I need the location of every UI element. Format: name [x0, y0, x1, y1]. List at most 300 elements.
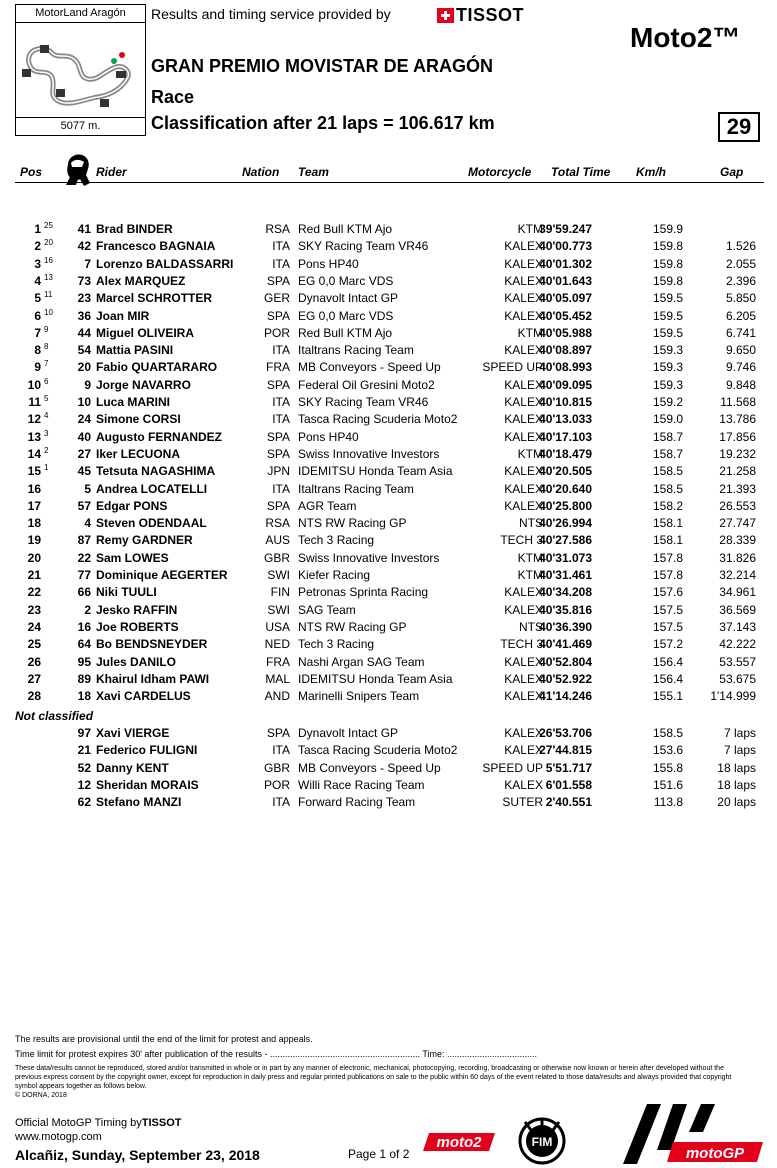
moto2-logo-text: moto2: [436, 1134, 482, 1151]
total-time: 40'26.994: [539, 516, 592, 531]
position: 5: [34, 291, 41, 306]
points: 1: [44, 463, 49, 473]
motorcycle: SPEED UP: [482, 360, 543, 375]
result-row: [0, 551, 777, 568]
rider-number: 10: [77, 395, 91, 409]
result-row: [0, 360, 777, 377]
position: 9: [34, 360, 41, 375]
nation: POR: [263, 325, 290, 340]
rider-number: 45: [77, 464, 91, 479]
not-classified-row: [0, 761, 777, 778]
nation: ITA: [272, 239, 290, 254]
motorcycle: KALEX: [504, 654, 543, 669]
team-name: Willi Race Racing Team: [298, 777, 425, 792]
position: 26: [27, 654, 41, 669]
result-row: [0, 395, 777, 412]
speed-kmh: 159.5: [652, 325, 683, 340]
nation: ITA: [272, 743, 290, 758]
total-time: 40'35.816: [539, 602, 592, 617]
total-time: 41'14.246: [539, 689, 592, 704]
speed-kmh: 157.8: [652, 568, 683, 582]
position: 17: [27, 498, 41, 513]
team-name: IDEMITSU Honda Team Asia: [298, 464, 453, 479]
speed-kmh: 155.8: [652, 760, 683, 775]
rider-number: 44: [77, 325, 91, 340]
nation: FRA: [266, 654, 290, 669]
result-row: [0, 291, 777, 308]
nation: NED: [264, 637, 290, 652]
points: 6: [44, 376, 49, 386]
result-row: [0, 222, 777, 239]
speed-kmh: 157.5: [652, 602, 683, 617]
total-time: 40'09.095: [539, 377, 592, 392]
rider-name: Jorge NAVARRO: [96, 377, 191, 392]
speed-kmh: 155.1: [652, 689, 683, 704]
team-name: Swiss Innovative Investors: [298, 550, 440, 565]
tissot-wordmark: TISSOT: [456, 5, 525, 25]
session-name: Race: [151, 87, 195, 107]
team-name: AGR Team: [298, 498, 357, 513]
copyright-text: These data/results cannot be reproduced, stored and/or transmitted in whole or in part by any manner of electronic, mechanical, photocopying, recording, broadcasting or otherwise now known or herein after developed without the previous express consent by the copyright owner, except for reproduction in daily press and regular printed publications on sale to the public within 60 days of the event related to those data/results and always provided that copyright symbol appears together as follows below.: [15, 1065, 732, 1090]
result-row: [0, 447, 777, 464]
total-time: 40'05.097: [539, 291, 592, 306]
rider-name: Danny KENT: [96, 760, 169, 775]
motorcycle: KALEX: [504, 239, 543, 254]
team-name: Kiefer Racing: [298, 568, 371, 582]
motorcycle: KALEX: [504, 308, 543, 323]
rider-number: 22: [77, 550, 91, 565]
speed-kmh: 158.7: [652, 446, 683, 461]
gap: 17.856: [719, 429, 756, 444]
rider-number: 4: [84, 516, 91, 531]
timing-service-text: Results and timing service provided by: [151, 6, 391, 22]
total-time: 40'25.800: [539, 498, 592, 513]
position: 15: [27, 464, 41, 479]
total-time: 40'01.643: [539, 273, 592, 288]
result-row: [0, 655, 777, 672]
total-time: 40'08.897: [539, 343, 592, 358]
rider-name: Joan MIR: [96, 308, 150, 323]
col-rider: Rider: [96, 165, 127, 179]
team-name: Pons HP40: [298, 256, 359, 271]
speed-kmh: 159.3: [652, 343, 683, 358]
page-number-box: 29: [718, 112, 760, 142]
fim-logo-icon: [517, 1116, 567, 1166]
nation: GBR: [263, 760, 290, 775]
points: 5: [44, 394, 49, 403]
position: 23: [27, 602, 41, 617]
class-name: Moto2™: [630, 22, 741, 53]
points: 8: [44, 342, 49, 352]
team-name: Red Bull KTM Ajo: [298, 325, 393, 340]
motorcycle: TECH 3: [500, 533, 543, 548]
header-divider: [15, 182, 764, 183]
team-name: Nashi Argan SAG Team: [298, 654, 425, 669]
nation: GER: [263, 291, 290, 306]
rider-name: Niki TUULI: [96, 585, 157, 600]
result-row: [0, 257, 777, 274]
gap: 7 laps: [723, 726, 756, 740]
points: 25: [44, 221, 53, 230]
position: 4: [34, 273, 41, 288]
result-row: [0, 603, 777, 620]
position: 22: [27, 585, 41, 600]
nation: ITA: [272, 412, 290, 427]
position: 12: [27, 412, 41, 427]
rider-number: 40: [77, 429, 91, 444]
result-row: [0, 516, 777, 533]
motorcycle: TECH 3: [500, 637, 543, 652]
position: 7: [34, 325, 41, 340]
team-name: Red Bull KTM Ajo: [298, 222, 393, 236]
nation: POR: [263, 777, 290, 792]
rider-name: Khairul Idham PAWI: [96, 671, 210, 686]
motorcycle: KALEX: [504, 412, 543, 427]
gap: 9.746: [725, 360, 756, 375]
position: 1: [34, 222, 41, 236]
gap: 21.393: [719, 481, 756, 496]
position: 2: [34, 239, 41, 254]
rider-number: 87: [77, 533, 91, 548]
total-time: 40'20.640: [539, 481, 592, 496]
gap: 53.675: [719, 671, 756, 686]
speed-kmh: 156.4: [652, 654, 683, 669]
result-row: [0, 672, 777, 689]
result-row: [0, 533, 777, 550]
speed-kmh: 157.6: [652, 585, 683, 600]
rider-number: 41: [77, 222, 91, 236]
points: 11: [44, 290, 53, 300]
not-classified-row: [0, 743, 777, 760]
gap: 27.747: [719, 516, 756, 531]
result-row: [0, 430, 777, 447]
nation: SPA: [266, 726, 290, 740]
motorcycle: NTS: [519, 619, 543, 634]
nation: ITA: [272, 256, 290, 271]
website: www.motogp.com: [15, 1131, 102, 1143]
points: 2: [44, 445, 49, 455]
col-team: Team: [298, 165, 329, 179]
total-time: 40'27.586: [539, 533, 592, 548]
gap: 26.553: [719, 498, 756, 513]
gap: 36.569: [719, 602, 756, 617]
speed-kmh: 159.8: [652, 273, 683, 288]
rider-number: 89: [77, 671, 91, 686]
result-row: [0, 499, 777, 516]
team-name: NTS RW Racing GP: [298, 619, 407, 634]
result-row: [0, 309, 777, 326]
rider-number: 24: [77, 412, 91, 427]
team-name: SKY Racing Team VR46: [298, 395, 429, 409]
rider-name: Xavi VIERGE: [96, 726, 170, 740]
team-name: Italtrans Racing Team: [298, 343, 414, 358]
speed-kmh: 158.5: [652, 481, 683, 496]
rider-number: 21: [77, 743, 91, 758]
nation: FRA: [266, 360, 290, 375]
team-name: Italtrans Racing Team: [298, 481, 414, 496]
speed-kmh: 158.1: [652, 516, 683, 531]
nation: SPA: [266, 429, 290, 444]
gap: 9.848: [725, 377, 756, 392]
points: 7: [44, 359, 49, 369]
track-name: MotorLand Aragón: [16, 5, 145, 23]
rider-name: Remy GARDNER: [96, 533, 193, 548]
official-timing: [15, 1117, 182, 1129]
team-name: Tech 3 Racing: [298, 533, 375, 548]
rider-number: 62: [77, 795, 91, 810]
motorcycle: KALEX: [504, 395, 543, 409]
rider-name: Andrea LOCATELLI: [96, 481, 208, 496]
speed-kmh: 159.3: [652, 377, 683, 392]
result-row: [0, 585, 777, 602]
motorcycle: KTM: [517, 446, 543, 461]
points: 10: [44, 307, 53, 317]
team-name: Petronas Sprinta Racing: [298, 585, 429, 600]
official-brand: TISSOT: [141, 1117, 182, 1129]
motorcycle: KALEX: [504, 777, 543, 792]
motorcycle: KALEX: [504, 256, 543, 271]
rider-number: 7: [84, 256, 91, 271]
gap: 9.650: [725, 343, 756, 358]
total-time: 2'40.551: [545, 795, 592, 810]
nation: SWI: [267, 602, 290, 617]
position: 19: [27, 533, 41, 548]
position: 14: [27, 446, 41, 461]
team-name: NTS RW Racing GP: [298, 516, 407, 531]
protest-note: Time limit for protest expires 30' after publication of the results - ............................................................ Time: ....................................: [15, 1049, 538, 1059]
gap: 6.205: [725, 308, 756, 323]
rider-name: Lorenzo BALDASSARRI: [96, 256, 234, 271]
speed-kmh: 159.2: [652, 395, 683, 409]
gap: 28.339: [719, 533, 756, 548]
speed-kmh: 159.9: [652, 222, 683, 236]
motorcycle: KTM: [517, 568, 543, 582]
copyright-note: [15, 1064, 750, 1100]
rider-name: Luca MARINI: [96, 395, 171, 409]
total-time: 27'44.815: [539, 743, 592, 758]
rider-name: Simone CORSI: [96, 412, 181, 427]
rider-number: 95: [77, 654, 91, 669]
not-classified-row: [0, 795, 777, 812]
motorcycle: KALEX: [504, 273, 543, 288]
gap: 42.222: [719, 637, 756, 652]
col-kmh: Km/h: [636, 165, 666, 179]
motorcycle: KALEX: [504, 291, 543, 306]
position: 8: [34, 343, 41, 358]
team-name: Pons HP40: [298, 429, 359, 444]
gap: 20 laps: [717, 795, 756, 810]
total-time: 26'53.706: [539, 726, 592, 740]
points: 13: [44, 272, 53, 282]
total-time: 40'17.103: [539, 429, 592, 444]
rider-name: Brad BINDER: [96, 222, 173, 236]
speed-kmh: 158.5: [652, 726, 683, 740]
rider-name: Stefano MANZI: [96, 795, 182, 810]
speed-kmh: 113.8: [653, 795, 683, 810]
result-row: [0, 326, 777, 343]
position: 16: [27, 481, 41, 496]
speed-kmh: 159.3: [652, 360, 683, 375]
nation: FIN: [270, 585, 290, 600]
speed-kmh: 158.7: [652, 429, 683, 444]
total-time: 39'59.247: [539, 222, 592, 236]
motorcycle: KALEX: [504, 481, 543, 496]
total-time: 40'20.505: [539, 464, 592, 479]
nation: SPA: [266, 377, 290, 392]
nation: SWI: [267, 568, 290, 582]
team-name: Marinelli Snipers Team: [298, 689, 420, 704]
total-time: 40'52.804: [539, 654, 592, 669]
total-time: 40'18.479: [539, 446, 592, 461]
motorcycle: KALEX: [504, 498, 543, 513]
motorcycle: KALEX: [504, 671, 543, 686]
gap: 11.568: [720, 395, 756, 409]
rider-name: Jules DANILO: [96, 654, 177, 669]
team-name: EG 0,0 Marc VDS: [298, 273, 394, 288]
total-time: 40'13.033: [539, 412, 592, 427]
speed-kmh: 159.8: [652, 239, 683, 254]
rider-name: Miguel OLIVEIRA: [96, 325, 195, 340]
motorcycle: KALEX: [504, 602, 543, 617]
rider-name: Tetsuta NAGASHIMA: [96, 464, 216, 479]
rider-name: Xavi CARDELUS: [96, 689, 191, 704]
result-row: [0, 239, 777, 256]
nation: SPA: [266, 498, 290, 513]
rider-number: 36: [77, 308, 91, 323]
gap: 19.232: [719, 446, 756, 461]
event-name: GRAN PREMIO MOVISTAR DE ARAGÓN: [151, 56, 494, 76]
total-time: 40'52.922: [539, 671, 592, 686]
rider-number: 77: [77, 568, 91, 582]
rider-name: Jesko RAFFIN: [96, 602, 178, 617]
team-name: MB Conveyors - Speed Up: [298, 360, 441, 375]
total-time: 40'31.461: [539, 568, 592, 582]
official-prefix: Official MotoGP Timing by: [15, 1117, 142, 1129]
rider-number: 9: [84, 377, 91, 392]
rider-number: 57: [77, 498, 91, 513]
speed-kmh: 158.5: [652, 464, 683, 479]
rider-name: Dominique AEGERTER: [96, 568, 228, 582]
gap: 7 laps: [723, 743, 756, 758]
speed-kmh: 151.6: [652, 777, 683, 792]
track-map-icon: [18, 25, 144, 117]
result-row: [0, 689, 777, 706]
gap: 53.557: [719, 654, 756, 669]
rider-name: Edgar PONS: [96, 498, 168, 513]
fim-logo-text: FIM: [531, 1135, 553, 1149]
speed-kmh: 158.1: [652, 533, 683, 548]
rider-name: Marcel SCHROTTER: [96, 291, 213, 306]
gap: 6.741: [725, 325, 756, 340]
position: 3: [34, 256, 41, 271]
team-name: SAG Team: [298, 602, 356, 617]
tissot-logo: [437, 5, 525, 25]
result-row: [0, 464, 777, 481]
total-time: 40'00.773: [539, 239, 592, 254]
col-gap: Gap: [720, 165, 744, 179]
rider-number: 5: [84, 481, 91, 496]
motorcycle: KALEX: [504, 726, 543, 740]
team-name: MB Conveyors - Speed Up: [298, 760, 441, 775]
rider-number: 54: [77, 343, 91, 358]
nation: ITA: [272, 395, 290, 409]
col-total-time: Total Time: [551, 165, 611, 179]
dorna-copyright: © DORNA, 2018: [15, 1092, 67, 1099]
nation: USA: [265, 619, 290, 634]
result-row: [0, 274, 777, 291]
position: 13: [27, 429, 41, 444]
nation: RSA: [265, 222, 290, 236]
nation: ITA: [272, 481, 290, 496]
rider-name: Sam LOWES: [96, 550, 169, 565]
motorcycle: KALEX: [504, 464, 543, 479]
motorcycle: SUTER: [502, 795, 543, 810]
team-name: Tasca Racing Scuderia Moto2: [298, 412, 458, 427]
classification-title: Classification after 21 laps = 106.617 km: [151, 113, 495, 133]
rider-name: Bo BENDSNEYDER: [96, 637, 208, 652]
rider-name: Augusto FERNANDEZ: [96, 429, 222, 444]
moto2-logo-icon: [423, 1131, 497, 1153]
rider-name: Alex MARQUEZ: [96, 273, 186, 288]
result-row: [0, 637, 777, 654]
total-time: 40'01.302: [539, 256, 592, 271]
speed-kmh: 159.5: [652, 291, 683, 306]
motorcycle: KTM: [517, 550, 543, 565]
rider-number: 20: [77, 360, 91, 375]
points: 3: [44, 428, 49, 438]
gap: 5.850: [725, 291, 756, 306]
position: 24: [27, 619, 41, 634]
nation: SPA: [266, 308, 290, 323]
speed-kmh: 159.0: [652, 412, 683, 427]
gap: 18 laps: [717, 760, 756, 775]
position: 21: [27, 568, 41, 582]
total-time: 6'01.558: [545, 777, 592, 792]
position: 10: [27, 377, 41, 392]
gap: 34.961: [719, 585, 756, 600]
rider-number: 64: [77, 637, 91, 652]
motorcycle: KTM: [517, 222, 543, 236]
not-classified-label: Not classified: [15, 709, 94, 723]
location-date: Alcañiz, Sunday, September 23, 2018: [15, 1147, 260, 1163]
speed-kmh: 157.5: [652, 619, 683, 634]
speed-kmh: 157.8: [652, 550, 683, 565]
speed-kmh: 157.2: [652, 637, 683, 652]
rider-number: 97: [77, 726, 91, 740]
rider-name: Mattia PASINI: [96, 343, 174, 358]
team-name: EG 0,0 Marc VDS: [298, 308, 394, 323]
gap: 1'14.999: [710, 689, 756, 704]
rider-name: Iker LECUONA: [96, 446, 181, 461]
rider-number: 73: [77, 273, 91, 288]
rider-name: Joe ROBERTS: [96, 619, 179, 634]
result-row: [0, 378, 777, 395]
rider-number: 2: [84, 602, 91, 617]
motorcycle: KALEX: [504, 429, 543, 444]
nation: AUS: [265, 533, 290, 548]
nation: SPA: [266, 273, 290, 288]
team-name: Federal Oil Gresini Moto2: [298, 377, 435, 392]
nation: AND: [264, 689, 290, 704]
rider-name: Sheridan MORAIS: [96, 777, 199, 792]
result-row: [0, 620, 777, 637]
motorcycle: KALEX: [504, 585, 543, 600]
motorcycle: SPEED UP: [482, 760, 543, 775]
rider-number: 12: [77, 777, 91, 792]
total-time: 40'31.073: [539, 550, 592, 565]
col-pos: Pos: [20, 165, 43, 179]
rider-number: 42: [77, 239, 91, 254]
